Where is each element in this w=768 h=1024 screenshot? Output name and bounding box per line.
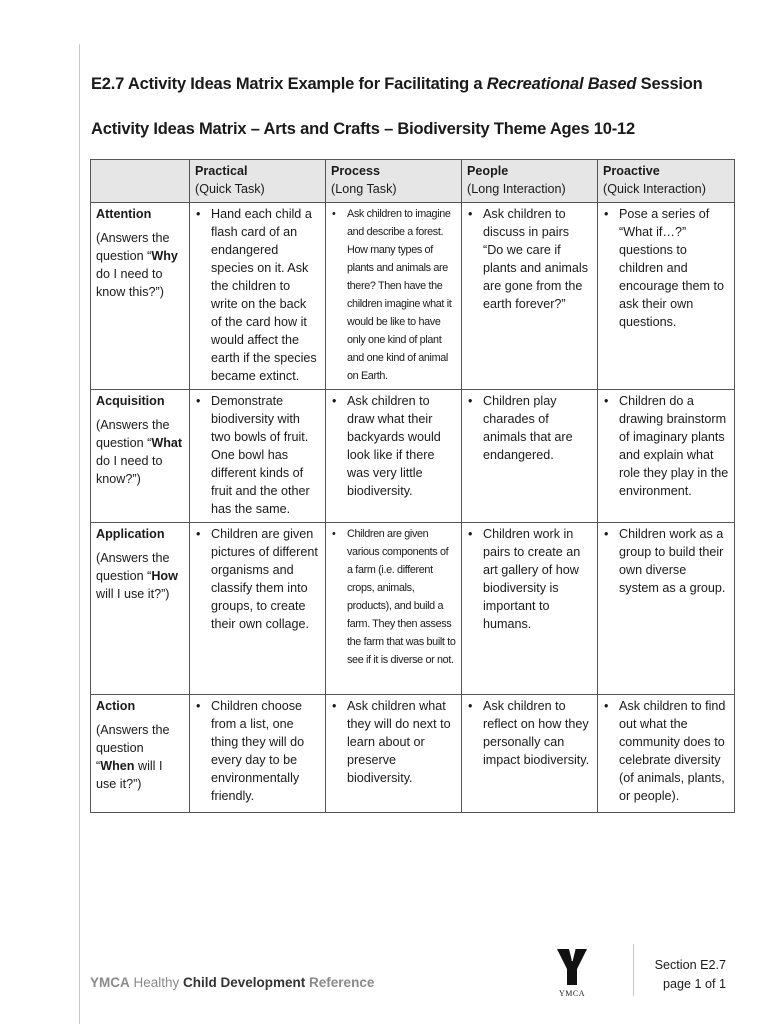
cell-text: Children are given pictures of different organisms and classify them into groups, to create their own collage. — [211, 527, 318, 631]
cell-acquisition-proactive — [598, 390, 735, 523]
brand-ref: Reference — [305, 975, 375, 990]
row-question: (Answers the question “What do I need to know?”) — [96, 418, 183, 486]
bullet-icon: • — [604, 527, 609, 541]
corner-cell — [91, 160, 190, 203]
row-question: (Answers the question “When will I use it?”) — [96, 723, 170, 791]
cell-text: Pose a series of “What if…?” questions to children and encourage them to ask their own questions. — [619, 207, 725, 329]
column-name: Process — [331, 164, 381, 178]
matrix-subtitle: Activity Ideas Matrix – Arts and Crafts – Biodiversity Theme Ages 10-12 — [91, 120, 635, 138]
row-header-application — [91, 523, 190, 695]
bullet-icon: • — [196, 207, 201, 221]
column-name: People — [467, 164, 509, 178]
title-italic: Recreational Based — [486, 75, 637, 93]
cell-action-proactive — [598, 695, 735, 813]
column-header-people — [462, 160, 598, 203]
cell-text: Hand each child a flash card of an endangered species on it. Ask the children to write on the back of the card how it would affect the earth if the species became extinct. — [211, 207, 317, 383]
bullet-icon: • — [604, 394, 609, 408]
cell-text: Ask children to find out what the community does to celebrate diversity (of animals, plants, or people). — [619, 699, 726, 803]
column-name: Practical — [195, 164, 248, 178]
bullet-icon: • — [196, 394, 201, 408]
column-sub: (Long Task) — [331, 182, 397, 196]
activity-matrix-table — [90, 159, 735, 813]
row-question: (Answers the question “How will I use it?”) — [96, 551, 178, 601]
margin-rule — [79, 44, 80, 1024]
bullet-icon: • — [468, 699, 473, 713]
bullet-icon: • — [196, 527, 201, 541]
cell-action-practical — [190, 695, 326, 813]
bullet-icon: • — [604, 699, 609, 713]
cell-acquisition-practical — [190, 390, 326, 523]
cell-application-practical — [190, 523, 326, 695]
cell-text: Children choose from a list, one thing they will do every day to be environmentally friendly. — [211, 699, 305, 803]
bullet-icon: • — [332, 394, 337, 408]
title-suffix: Session — [636, 75, 703, 93]
column-header-proactive — [598, 160, 735, 203]
column-header-process — [326, 160, 462, 203]
cell-attention-process — [326, 203, 462, 390]
row-title: Application — [96, 527, 165, 541]
title-prefix: E2.7 Activity Ideas Matrix Example for Facilitating a — [91, 75, 487, 93]
cell-action-people — [462, 695, 598, 813]
cell-application-process — [326, 523, 462, 695]
cell-attention-practical — [190, 203, 326, 390]
table-row-acquisition — [91, 390, 735, 523]
row-header-acquisition — [91, 390, 190, 523]
table-row-action — [91, 695, 735, 813]
cell-application-proactive — [598, 523, 735, 695]
bullet-icon: • — [468, 527, 473, 541]
column-sub: (Quick Task) — [195, 182, 265, 196]
brand-child: Child Development — [183, 975, 306, 990]
cell-text: Children do a drawing brainstorm of imaginary plants and explain what role they play in the environment. — [619, 394, 729, 498]
cell-text: Ask children what they will do next to learn about or preserve biodiversity. — [347, 699, 451, 785]
page-title — [91, 75, 703, 94]
row-title: Attention — [96, 207, 152, 221]
cell-application-people — [462, 523, 598, 695]
table-row-application — [91, 523, 735, 695]
column-sub: (Quick Interaction) — [603, 182, 706, 196]
cell-text: Children play charades of animals that are endangered. — [483, 394, 573, 462]
section-number: Section E2.7 — [654, 958, 726, 972]
header-row — [91, 160, 735, 203]
column-header-practical — [190, 160, 326, 203]
cell-attention-proactive — [598, 203, 735, 390]
row-title: Acquisition — [96, 394, 165, 408]
bullet-icon: • — [468, 394, 473, 408]
cell-text: Children are given various components of a farm (i.e. different crops, animals, products), and build a farm. They then assess the farm that was built to see if it is diverse or not. — [347, 528, 456, 666]
bullet-icon: • — [332, 699, 337, 713]
cell-attention-people — [462, 203, 598, 390]
cell-acquisition-process — [326, 390, 462, 523]
cell-text: Ask children to discuss in pairs “Do we care if plants and animals are gone from the earth forever?” — [483, 207, 589, 311]
bullet-icon: • — [196, 699, 201, 713]
table-row-attention — [91, 203, 735, 390]
cell-action-process — [326, 695, 462, 813]
cell-text: Children work as a group to build their own diverse system as a group. — [619, 527, 726, 595]
cell-acquisition-people — [462, 390, 598, 523]
row-question: (Answers the question “Why do I need to know this?”) — [96, 231, 178, 299]
logo-text: YMCA — [558, 989, 585, 998]
cell-text: Demonstrate biodiversity with two bowls of fruit. One bowl has different kinds of fruit and the other has the same. — [211, 394, 310, 516]
brand-ymca: YMCA — [90, 975, 130, 990]
cell-text: Ask children to reflect on how they personally can impact biodiversity. — [483, 699, 590, 767]
bullet-icon: • — [604, 207, 609, 221]
brand-healthy: Healthy — [129, 975, 184, 990]
cell-text: Ask children to draw what their backyards would look like if there was very little biodiversity. — [347, 394, 441, 498]
row-title: Action — [96, 699, 136, 713]
bullet-icon: • — [332, 208, 336, 220]
footer-brand — [90, 975, 374, 990]
cell-text: Ask children to imagine and describe a forest. How many types of plants and animals are there? Then have the children imagine what it would be like to have only one kind of plant and one kind of animal on Earth. — [347, 208, 452, 382]
bullet-icon: • — [468, 207, 473, 221]
column-name: Proactive — [603, 164, 660, 178]
column-sub: (Long Interaction) — [467, 182, 566, 196]
page-number: page 1 of 1 — [662, 977, 726, 991]
footer-divider — [633, 944, 634, 996]
row-header-attention — [91, 203, 190, 390]
row-header-action — [91, 695, 190, 813]
bullet-icon: • — [332, 528, 336, 540]
section-label — [655, 956, 726, 994]
cell-text: Children work in pairs to create an art gallery of how biodiversity is important to humans. — [483, 527, 581, 631]
